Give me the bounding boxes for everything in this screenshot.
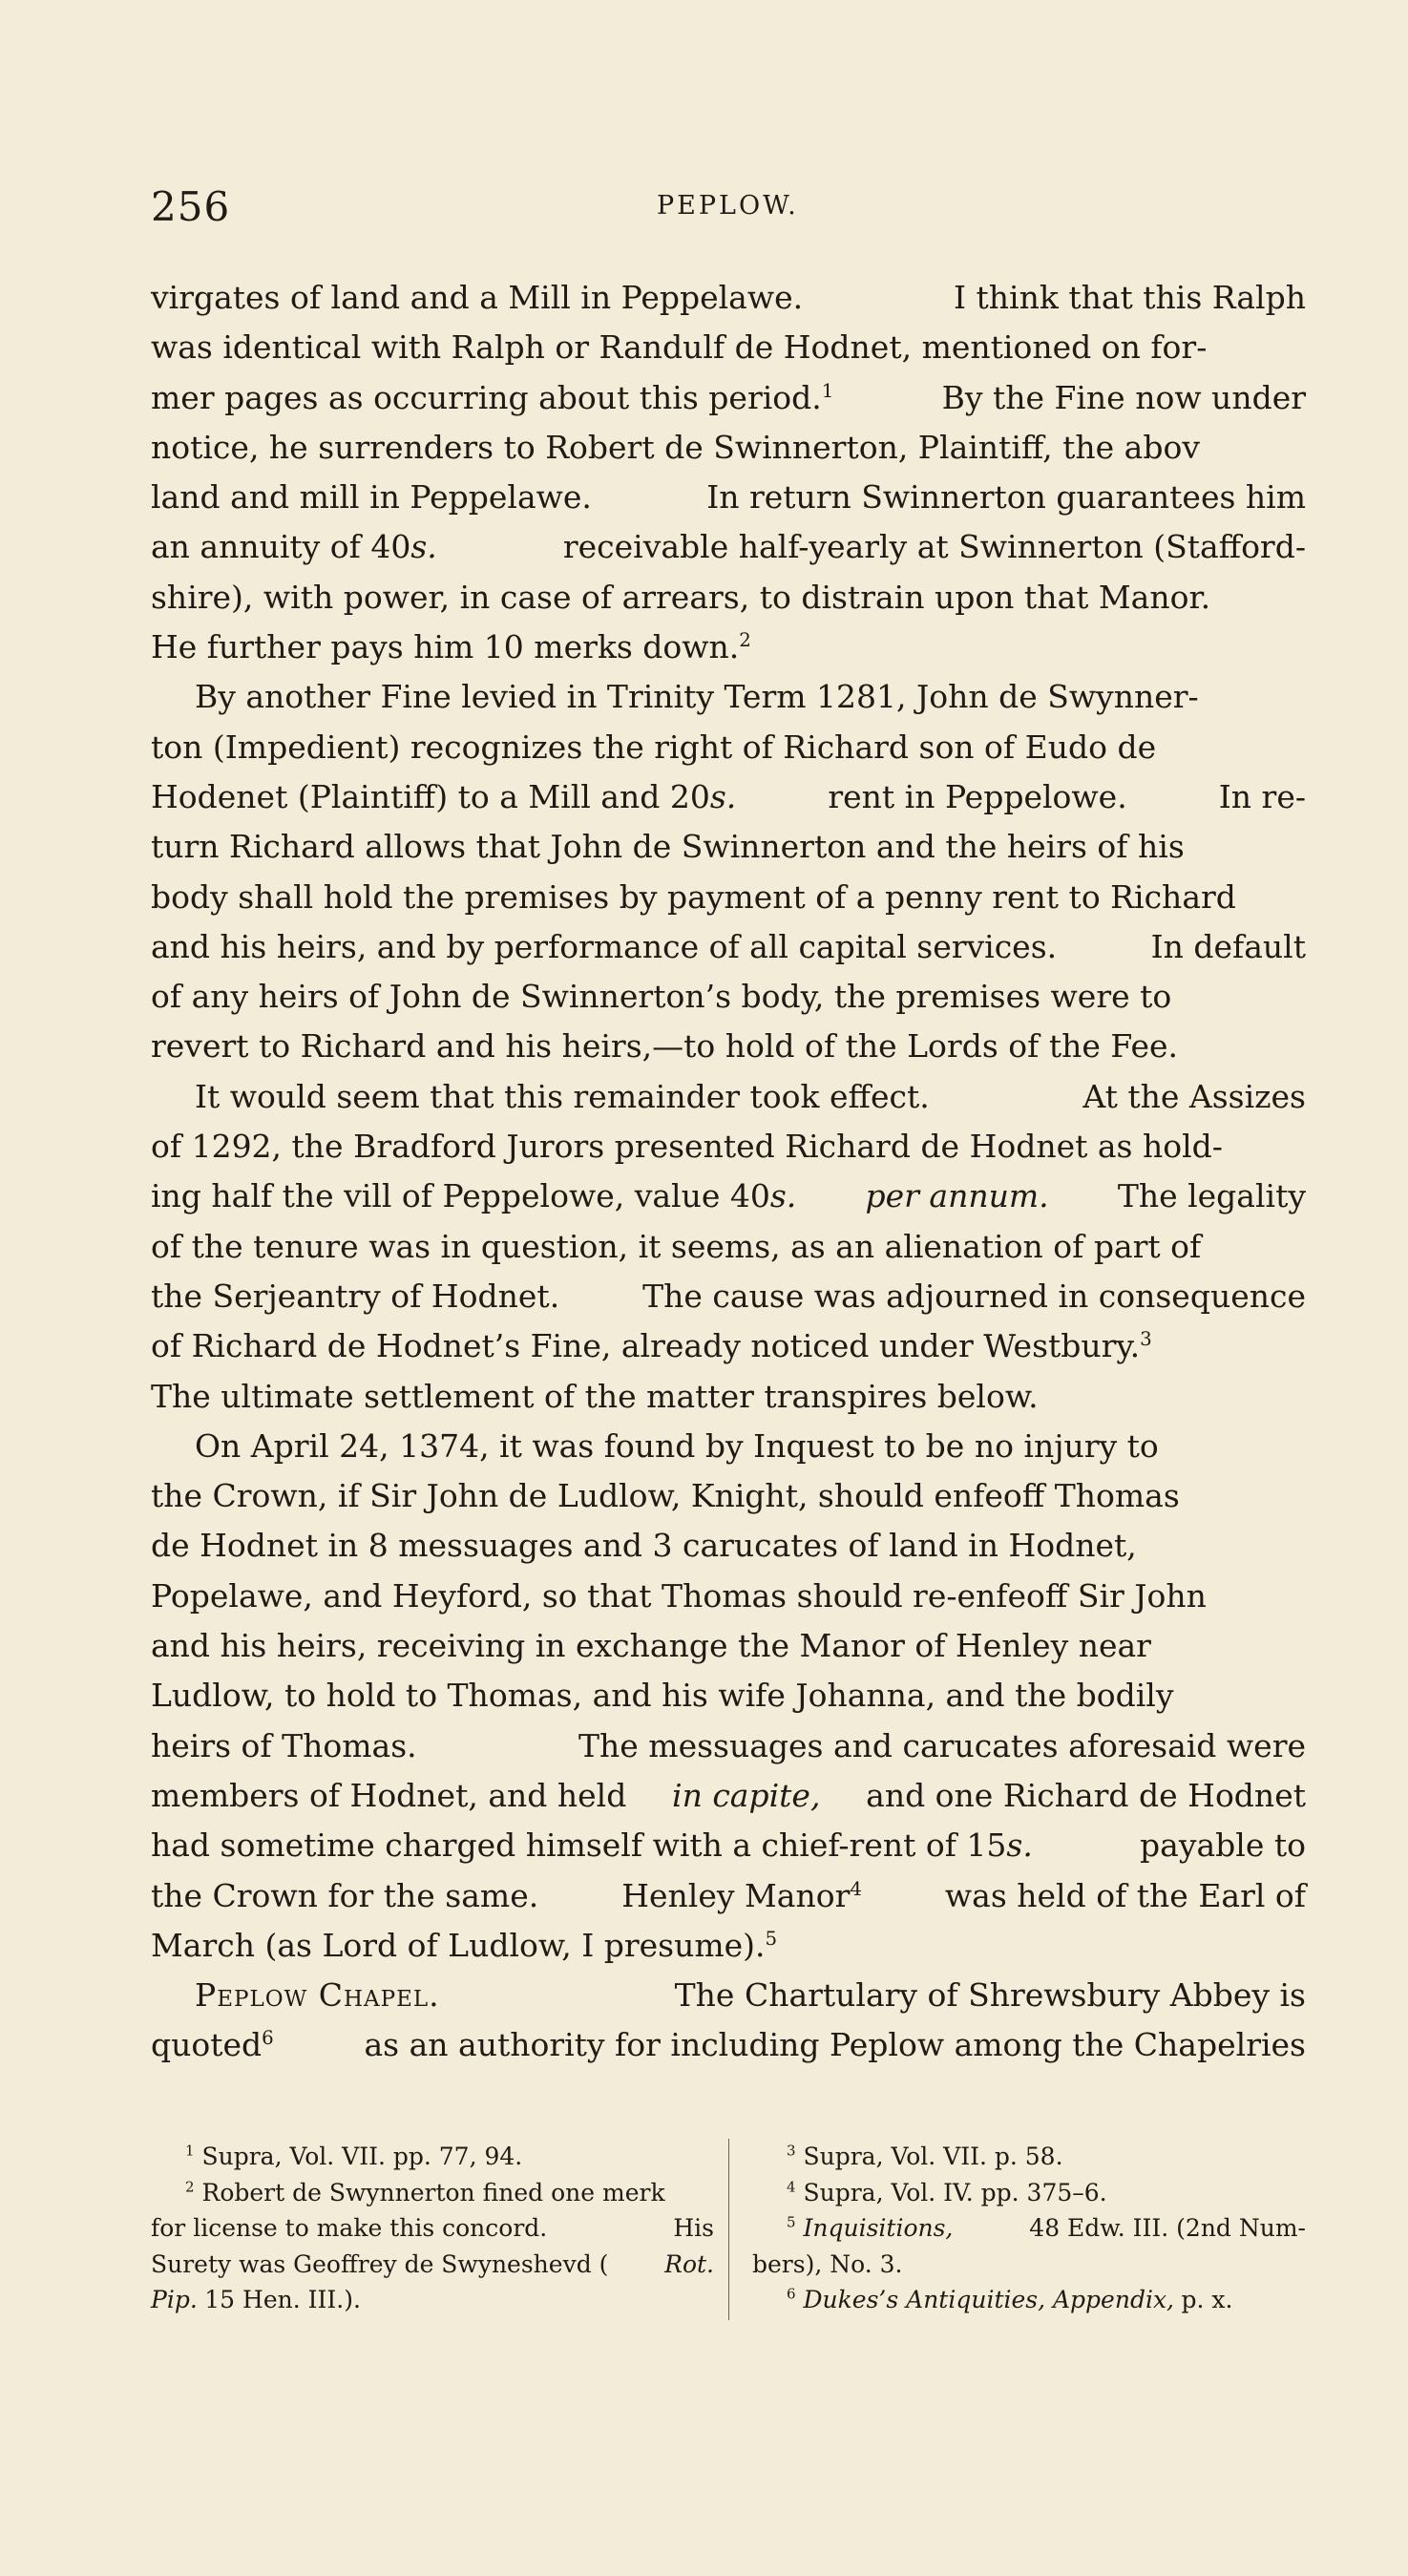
footnote-line: bers), No. 3. bbox=[752, 2249, 903, 2278]
text-line: Ludlow, to hold to Thomas, and his wife Johanna, and the bodily bbox=[151, 1677, 1174, 1715]
text-line: of 1292, the Bradford Jurors presented Richard de Hodnet as hold- bbox=[151, 1128, 1223, 1166]
text-line: ing half the vill of Peppelowe, value 40s. per annum. The legality bbox=[151, 1177, 1306, 1215]
footnote: $^4$ Supra, Vol. IV. pp. 375–6. bbox=[787, 2178, 1107, 2206]
text-line: quoted$^6$ as an authority for including Peplow among the Chapelries bbox=[151, 2026, 1306, 2064]
running-title: PEPLOW. bbox=[657, 191, 799, 221]
text-line: On April 24, 1374, it was found by Inquest to be no injury to bbox=[195, 1426, 1159, 1465]
text-line: of Richard de Hodnet’s Fine, already noticed under Westbury.$^3$ bbox=[151, 1327, 1152, 1365]
text-line: Peplow Chapel. The Chartulary of Shrewsbury Abbey is bbox=[151, 1971, 1306, 2020]
text-line: Hodenet (Plaintiff) to a Mill and 20s. rent in Peppelowe. In re- bbox=[151, 777, 1306, 815]
text-line: the Crown for the same. Henley Manor$^4$ was held of the Earl of bbox=[151, 1876, 1306, 1914]
footnote-ref: 4 bbox=[850, 1877, 862, 1900]
text-line: the Serjeantry of Hodnet. The cause was adjourned in consequence bbox=[151, 1277, 1306, 1315]
text-line: By another Fine levied in Trinity Term 1281, John de Swynner- bbox=[195, 678, 1199, 716]
text-line: March (as Lord of Ludlow, I presume).$^5$ bbox=[151, 1926, 778, 1964]
footnote-ref: 5 bbox=[765, 1927, 778, 1950]
footnote-line: Pip. 15 Hen. III.). bbox=[151, 2286, 361, 2313]
text-line: Popelawe, and Heyford, so that Thomas should re-enfeoff Sir John bbox=[151, 1576, 1207, 1615]
text-line: of the tenure was in question, it seems, as an alienation of part of bbox=[151, 1227, 1202, 1265]
text-line: and his heirs, and by performance of all capital services. In default bbox=[151, 927, 1306, 965]
page-header bbox=[151, 183, 1306, 231]
footnote: $^3$ Supra, Vol. VII. p. 58. bbox=[787, 2142, 1063, 2170]
footnote-ref: 3 bbox=[1140, 1328, 1152, 1351]
text-line: mer pages as occurring about this period.$^1$ By the Fine now under bbox=[151, 378, 1306, 416]
text-line: shire), with power, in case of arrears, to distrain upon that Manor. bbox=[151, 578, 1211, 616]
text-line: was identical with Ralph or Randulf de Hodnet, mentioned on for- bbox=[151, 328, 1208, 367]
text-line: notice, he surrenders to Robert de Swinnerton, Plaintiff, the abov bbox=[151, 428, 1200, 466]
text-line: heirs of Thomas. The messuages and carucates aforesaid were bbox=[151, 1726, 1306, 1764]
footnote-divider bbox=[728, 2139, 729, 2320]
footnote: $^5$ Inquisitions, 48 Edw. III. (2nd Num- bbox=[787, 2213, 1306, 2242]
footnote: $^1$ Supra, Vol. VII. pp. 77, 94. bbox=[185, 2142, 523, 2170]
text-line: ton (Impedient) recognizes the right of Richard son of Eudo de bbox=[151, 728, 1157, 766]
footnote-ref: 1 bbox=[821, 379, 834, 402]
text-line: virgates of land and a Mill in Peppelawe. I think that this Ralph bbox=[151, 279, 1306, 316]
text-line: He further pays him 10 merks down.$^2$ bbox=[151, 628, 751, 666]
text-line: the Crown, if Sir John de Ludlow, Knight, should enfeoff Thomas bbox=[151, 1477, 1180, 1515]
footnote-column-left bbox=[151, 2139, 714, 2318]
text-line: de Hodnet in 8 messuages and 3 carucates of land in Hodnet, bbox=[151, 1527, 1137, 1565]
footnote-line: for license to make this concord. His bbox=[151, 2214, 714, 2242]
body-text bbox=[151, 273, 1306, 2071]
footnote-column-right bbox=[752, 2139, 1306, 2318]
text-line: The ultimate settlement of the matter transpires below. bbox=[151, 1377, 1039, 1415]
page-number: 256 bbox=[151, 183, 231, 230]
section-heading: Peplow Chapel. bbox=[195, 1976, 440, 2015]
text-line: turn Richard allows that John de Swinnerton and the heirs of his bbox=[151, 828, 1185, 866]
text-line: land and mill in Peppelawe. In return Swinnerton guarantees him bbox=[151, 478, 1306, 517]
footnote-line: Surety was Geoffrey de Swyneshevd ( Rot. bbox=[151, 2249, 714, 2278]
footnote: $^6$ Dukes’s Antiquities, Appendix, p. x. bbox=[787, 2285, 1233, 2313]
text-line: revert to Richard and his heirs,—to hold of the Lords of the Fee. bbox=[151, 1027, 1178, 1066]
footnote-ref: 2 bbox=[739, 629, 751, 652]
text-line: and his heirs, receiving in exchange the Manor of Henley near bbox=[151, 1627, 1151, 1665]
text-line: body shall hold the premises by payment of a penny rent to Richard bbox=[151, 877, 1236, 916]
text-line: members of Hodnet, and held in capite, and one Richard de Hodnet bbox=[151, 1776, 1306, 1814]
text-line: of any heirs of John de Swinnerton’s body, the premises were to bbox=[151, 978, 1172, 1016]
text-line: an annuity of 40s. receivable half-yearly at Swinnerton (Stafford- bbox=[151, 528, 1306, 566]
text-line: It would seem that this remainder took effect. At the Assizes bbox=[195, 1077, 1306, 1115]
footnote: $^2$ Robert de Swynnerton fined one merk bbox=[185, 2178, 665, 2206]
footnote-ref: 6 bbox=[262, 2027, 274, 2050]
text-line: had sometime charged himself with a chief-rent of 15s. payable to bbox=[151, 1826, 1306, 1865]
